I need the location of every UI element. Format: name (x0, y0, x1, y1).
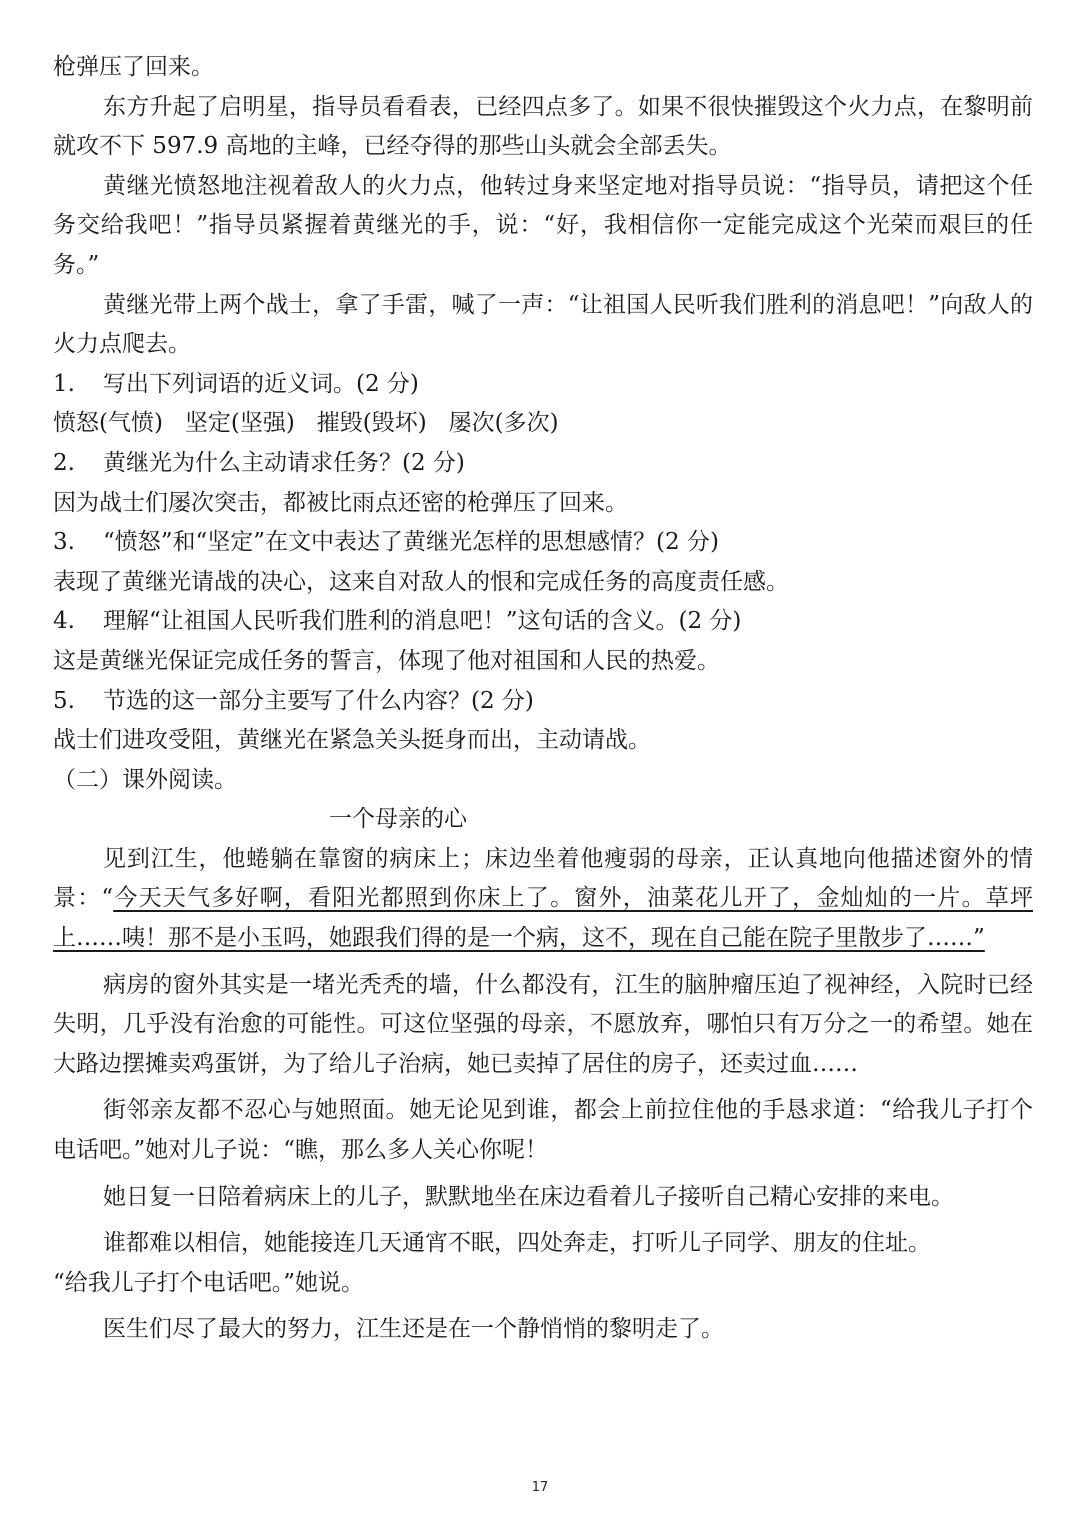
answer-1: 愤怒(气愤) 坚定(坚强) 摧毁(毁坏) 屡次(多次) (53, 410, 559, 437)
answer-4: 这是黄继光保证完成任务的誓言，体现了他对祖国和人民的热爱。 (53, 647, 720, 674)
paragraph-continuation: 枪弹压了回来。 (53, 54, 214, 80)
paragraph: 街邻亲友都不忍心与她照面。她无论见到谁，都会上前拉住他的手恳求道：“给我儿子打个电话吧。”她对儿子说：“瞧，那么多人关心你呢！ (53, 1097, 1033, 1164)
document-page (53, 48, 1033, 1350)
question-text: 节选的这一部分主要写了什么内容？(2 分) (103, 687, 534, 714)
paragraph: 她日复一日陪着病床上的儿子，默默地坐在床边看着儿子接听自己精心安排的来电。 (103, 1183, 954, 1210)
question-text: 理解“让祖国人民听我们胜利的消息吧！”这句话的含义。(2 分) (103, 608, 742, 635)
paragraph-continuation: “给我儿子打个电话吧。”她说。 (53, 1269, 365, 1296)
page-number: 17 (531, 1480, 549, 1495)
answer-2: 因为战士们屡次突击，都被比雨点还密的枪弹压了回来。 (53, 489, 628, 516)
section-heading: （二）课外阅读。 (53, 766, 237, 793)
paragraph: 黄继光带上两个战士，拿了手雷，喊了一声：“让祖国人民听我们胜利的消息吧！”向敌人的火力点爬去。 (53, 291, 1033, 358)
question-number: 3. (53, 529, 75, 556)
paragraph: 病房的窗外其实是一堵光秃秃的墙，什么都没有，江生的脑肿瘤压迫了视神经，入院时已经失明，几乎没有治愈的可能性。可这位坚强的母亲，不愿放弃，哪怕只有万分之一的希望。她在大路边摆摊卖鸡蛋饼，为了给儿子治病，她已卖掉了居住的房子，还卖过血…… (53, 971, 1033, 1077)
question-3 (53, 523, 1033, 563)
question-1 (53, 365, 1033, 405)
question-text: “愤怒”和“坚定”在文中表达了黄继光怎样的思想感情？(2 分) (103, 529, 719, 556)
paragraph: 东方升起了启明星，指导员看看表，已经四点多了。如果不很快摧毁这个火力点，在黎明前就攻不下 597.9 高地的主峰，已经夺得的那些山头就会全部丢失。 (53, 93, 1033, 160)
question-number: 4. (53, 608, 75, 635)
question-4 (53, 602, 1033, 642)
underlined-quote: 今天天气多好啊，看阳光都照到你床上了。窗外，油菜花儿开了，金灿灿的一片。草坪上……咦！那不是小玉吗，她跟我们得的是一个病，这不，现在自己能在院子里散步了……” (53, 885, 1033, 952)
question-2 (53, 444, 1033, 484)
answer-3: 表现了黄继光请战的决心，这来自对敌人的恨和完成任务的高度责任感。 (53, 568, 789, 595)
answer-5: 战士们进攻受阻，黄继光在紧急关头挺身而出，主动请战。 (53, 727, 651, 754)
question-text: 黄继光为什么主动请求任务？(2 分) (103, 449, 465, 476)
paragraph-text: 见到江生，他蜷躺在靠窗的病床上；床边坐着他瘦弱的母亲，正认真地向他描述窗外的情景：“ (53, 845, 1033, 912)
question-text: 写出下列词语的近义词。(2 分) (103, 370, 419, 397)
paragraph: 医生们尽了最大的努力，江生还是在一个静悄悄的黎明走了。 (103, 1316, 724, 1343)
paragraph: 黄继光愤怒地注视着敌人的火力点，他转过身来坚定地对指导员说：“指导员，请把这个任务交给我吧！”指导员紧握着黄继光的手，说：“好，我相信你一定能完成这个光荣而艰巨的任务。” (53, 172, 1033, 278)
question-number: 2. (53, 449, 75, 476)
question-number: 1. (53, 370, 75, 397)
passage-title: 一个母亲的心 (329, 806, 467, 833)
question-number: 5. (53, 687, 75, 714)
paragraph: 谁都难以相信，她能接连几天通宵不眠，四处奔走，打听儿子同学、朋友的住址。 (103, 1230, 931, 1257)
paragraph (53, 840, 1033, 959)
question-5 (53, 682, 1033, 722)
